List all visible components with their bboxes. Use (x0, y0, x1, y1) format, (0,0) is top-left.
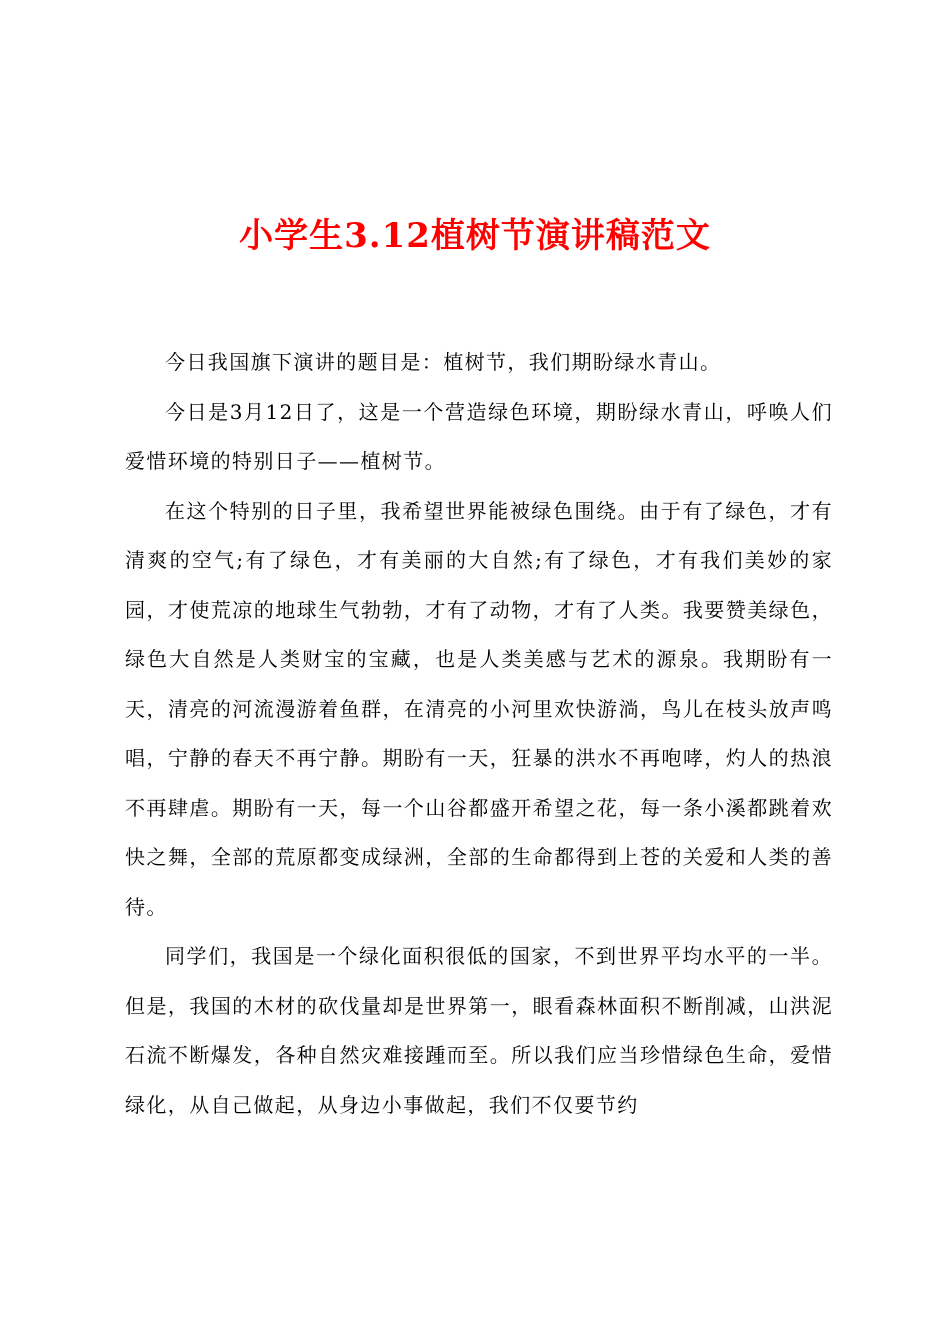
paragraph-4: 同学们，我国是一个绿化面积很低的国家，不到世界平均水平的一半。但是，我国的木材的砍伐量却是世界第一，眼看森林面积不断削减，山洪泥石流不断爆发，各种自然灾难接踵而至。所以我们应当珍惜绿色生命，爱惜绿化，从自己做起，从身边小事做起，我们不仅要节约 (125, 944, 833, 1117)
paragraph-3: 在这个特别的日子里，我希望世界能被绿色围绕。由于有了绿色，才有清爽的空气;有了绿色，才有美丽的大自然;有了绿色，才有我们美妙的家园，才使荒凉的地球生气勃勃，才有了动物，才有了人类。我要赞美绿色，绿色大自然是人类财宝的宝藏，也是人类美感与艺术的源泉。我期盼有一天，清亮的河流漫游着鱼群，在清亮的小河里欢快游淌，鸟儿在枝头放声鸣唱，宁静的春天不再宁静。期盼有一天，狂暴的洪水不再咆哮，灼人的热浪不再肆虐。期盼有一天，每一个山谷都盛开希望之花，每一条小溪都跳着欢快之舞，全部的荒原都变成绿洲，全部的生命都得到上苍的关爱和人类的善待。 (125, 498, 833, 919)
document-body (125, 338, 833, 1130)
paragraph-2: 今日是3月12日了，这是一个营造绿色环境，期盼绿水青山，呼唤人们爱惜环境的特别日子——植树节。 (125, 399, 833, 473)
paragraph-1: 今日我国旗下演讲的题目是：植树节，我们期盼绿水青山。 (165, 350, 722, 374)
document-title: 小学生3.12植树节演讲稿范文 (239, 216, 711, 256)
